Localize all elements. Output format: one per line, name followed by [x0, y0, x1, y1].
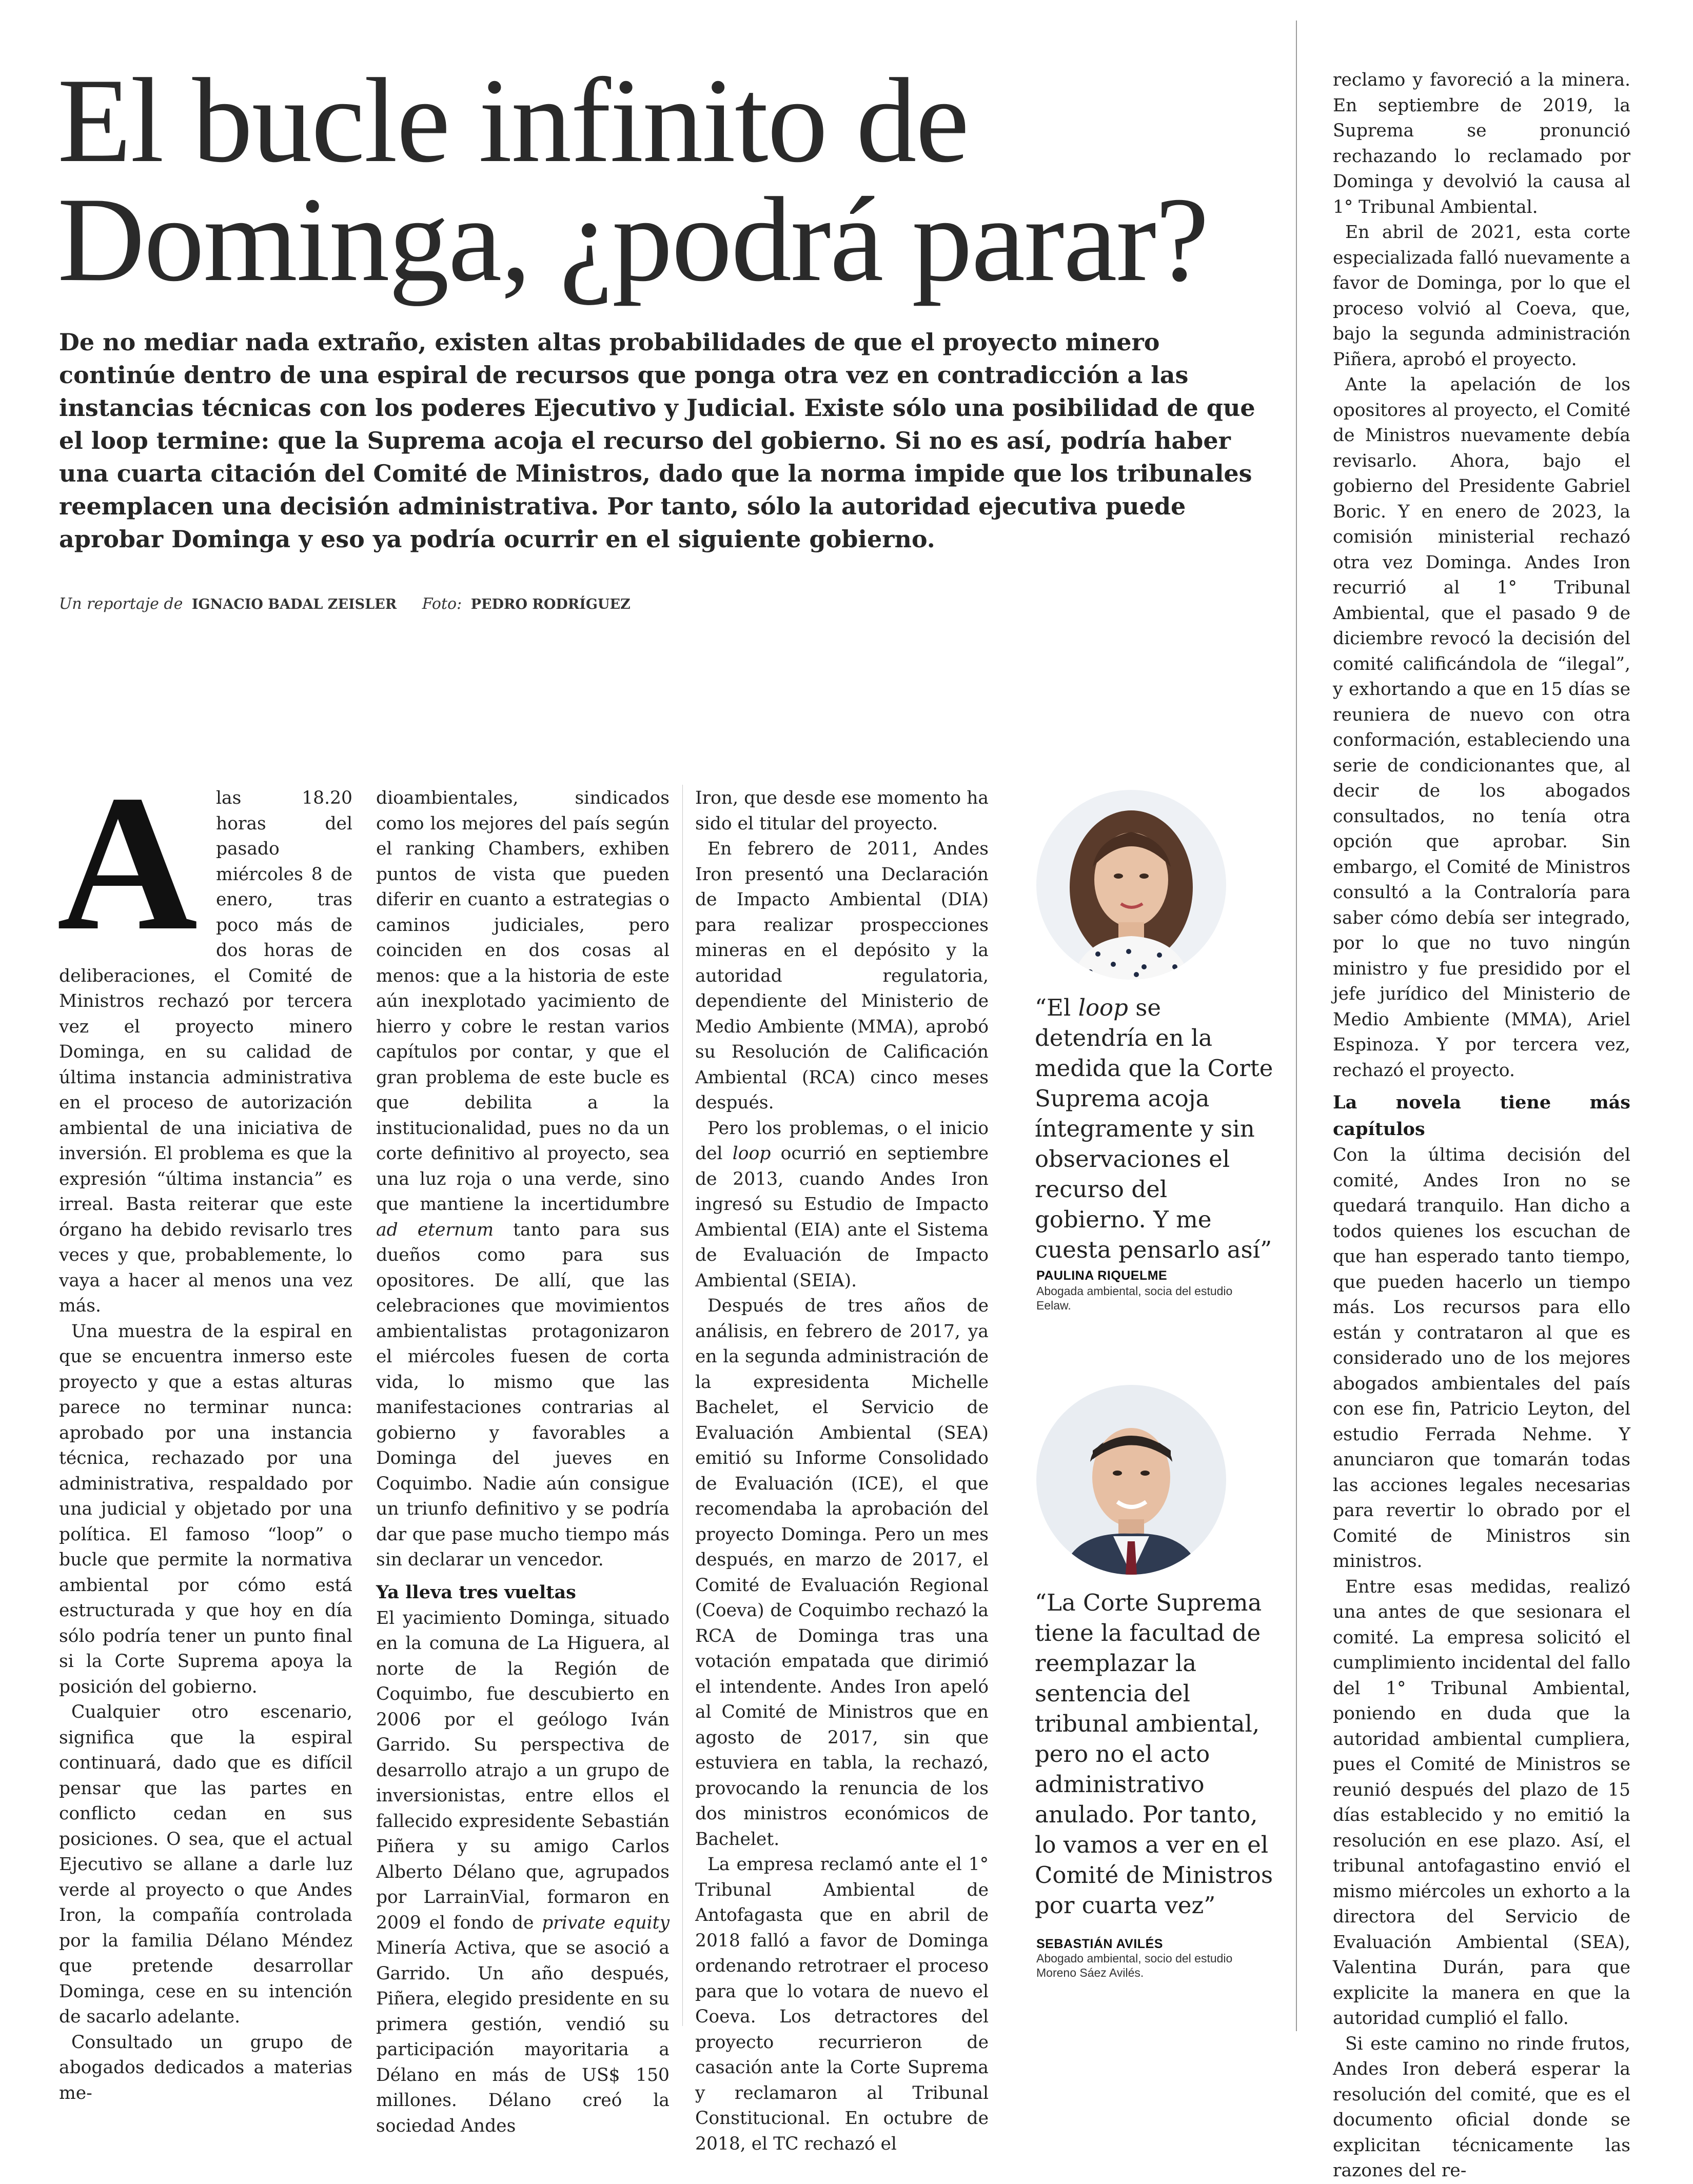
paragraph: las 18.20 horas del pasado miércoles 8 de enero, tras poco más de dos horas de deliberaciones, el Comité de Ministros rechazó por tercera vez el proyecto minero Dominga, en su calidad de última instancia administrativa en el proceso de autorización ambiental de una iniciativa de inversión. El problema es que la expresión “última instancia” es irreal. Basta reiterar que este órgano ha debido revisarlo tres veces y que, probablemente, lo vaya a hacer al menos una vez más.	[59, 788, 352, 1316]
paragraph: Ante la apelación de los opositores al proyecto, el Comité de Ministros nuevamente debía revisarlo. Ahora, bajo el gobierno del Presidente Gabriel Boric. Y en enero de 2023, la comisión ministerial rechazó otra vez Dominga. Andes Iron recurrió al 1° Tribunal Ambiental, que el pasado 9 de diciembre revocó la decisión del comité calificándola de “ilegal”, y exhortando a que en 15 días se reuniera de nuevo con otra conformación, estableciendo una serie de condicionantes que, al decir de los abogados consultados, no tenía otra opción que aprobar. Sin embargo, el Comité de Ministros consultó a la Contraloría para saber cómo debía ser integrado, por lo que no tuvo ningún ministro y fue presidido por el jefe jurídico del Ministerio de Medio Ambiente (MMA), Ariel Espinoza. Y por tercera vez, rechazó el proyecto.	[1333, 374, 1630, 1081]
paragraph: Consultado un grupo de abogados dedicados a materias me-	[59, 2032, 352, 2103]
paragraph: dioambientales, sindicados como los mejores del país según el ranking Chambers, exhiben puntos de vista que pueden diferir en cuanto a estrategias o caminos judiciales, pero coinciden en dos cosas al menos: que a la historia de este aún inexplotado yacimiento de hierro y cobre le restan varios capítulos por contar, y que el gran problema de este bucle es que debilita a la institucionalidad, pues no da un corte definitivo al proyecto, sea una luz roja o una verde, sino que mantiene la incertidumbre ad eternum tanto para sus dueños como para sus opositores. De allí, que las celebraciones que movimientos ambientalistas protagonizaron el miércoles fuesen de corta vida, lo mismo que las manifestaciones contrarias al gobierno y favorables a Dominga del jueves en Coquimbo. Nadie aún consigue un triunfo definitivo y se podría dar que pase mucho tiempo más sin declarar un vencedor.	[376, 788, 670, 1570]
paragraph: Iron, que desde ese momento ha sido el titular del proyecto.	[695, 788, 989, 834]
paragraph: Cualquier otro escenario, significa que la espiral continuará, dado que es difícil pensar que las partes en conflicto cedan en sus posiciones. O sea, que el actual Ejecutivo se allane a darle luz verde al proyecto o que Andes Iron, la compañía controlada por la familia Délano Méndez que pretende desarrollar Dominga, cese en su intención de sacarlo adelante.	[59, 1702, 352, 2027]
byline-prefix: Un reportaje de	[59, 595, 183, 613]
paragraph: Con la última decisión del comité, Andes Iron no se quedará tranquilo. Han dicho a todos quienes los escuchan de que han esperado tanto tiempo, que pueden hacerlo un tiempo más. Los recursos para ello están y contrataron al que es considerado uno de los mejores abogados ambientales del país con ese fin, Patricio Leyton, del estudio Ferrada Nehme. Y anunciaron que tomarán todas las acciones legales necesarias para revertir lo obrado por el Comité de Ministros sin ministros.	[1333, 1145, 1630, 1572]
portrait-woman-image	[1036, 790, 1226, 980]
body-column-5	[1333, 68, 1630, 2184]
paragraph: La empresa reclamó ante el 1° Tribunal Ambiental de Antofagasta que en abril de 2018 falló a favor de Dominga ordenando retrotraer el proceso para que lo votara de nuevo el Coeva. Los detractores del proyecto recurrieron de casación ante la Corte Suprema y reclamaron al Tribunal Constitucional. En octubre de 2018, el TC rechazó el	[695, 1854, 989, 2154]
italic-phrase: private equity	[542, 1912, 670, 1933]
paragraph: El yacimiento Dominga, situado en la comuna de La Higuera, al norte de la Región de Coquimbo, fue descubierto en 2006 por el geólogo Iván Garrido. Su perspectiva de desarrollo atrajo a un grupo de inversionistas, entre ellos el fallecido expresidente Sebastián Piñera y su amigo Carlos Alberto Délano que, agrupados por LarrainVial, formaron en 2009 el fondo de private equity Minería Activa, que se asoció a Garrido. Un año después, Piñera, elegido presidente en su primera gestión, vendió su participación mayoritaria a Délano en más de US$ 150 millones. Délano creó la sociedad Andes	[376, 1607, 670, 2136]
drop-cap: A	[57, 755, 198, 971]
section-heading: Ya lleva tres vueltas	[376, 1581, 576, 1603]
byline-author: IGNACIO BADAL ZEISLER	[191, 597, 397, 612]
paragraph: Pero los problemas, o el inicio del loop ocurrió en septiembre de 2013, cuando Andes Iron ingresó su Estudio de Impacto Ambiental (EIA) ante el Sistema de Evaluación de Impacto Ambiental (SEIA).	[695, 1118, 989, 1291]
body-column-1	[57, 755, 352, 2106]
headline-line-1: El bucle infinito de	[57, 54, 969, 188]
quote-1-role: Abogada ambiental, socia del estudio Eelaw.	[1036, 1284, 1233, 1312]
lede: De no mediar nada extraño, existen altas probabilidades de que el proyecto minero continúe dentro de una espiral de recursos que ponga otra vez en contradicción a las instancias técnicas con los poderes Ejecutivo y Judicial. Existe sólo una posibilidad de que el loop termine: que la Suprema acoja el recurso del gobierno. Si no es así, podría haber una cuarta citación del Comité de Ministros, dado que la norma impide que los tribunales reemplacen una decisión administrativa. Por tanto, sólo la autoridad ejecutiva puede aprobar Dominga y eso ya podría ocurrir en el siguiente gobierno.	[59, 328, 1255, 553]
body-column-2	[376, 786, 670, 2139]
column-rule	[682, 785, 683, 2026]
paragraph: Una muestra de la espiral en que se encuentra inmerso este proyecto y que a estas alturas parece no terminar nunca: aprobado por una instancia técnica, rechazado por una administrativa, respaldado por una judicial y objetado por una política. El famoso “loop” o bucle que permite la normativa ambiental por cómo está estructurada y que hoy en día sólo podría tener un punto final si la Corte Suprema apoya la posición del gobierno.	[59, 1321, 352, 1697]
portrait-paulina-riquelme	[1036, 790, 1226, 980]
section-heading: La novela tiene más capítulos	[1333, 1092, 1630, 1140]
italic-phrase: ad eternum	[376, 1219, 494, 1240]
paragraph: Si este camino no rinde frutos, Andes Iron deberá esperar la resolución del comité, que es el documento oficial donde se explicitan técnicamente las razones del re-	[1333, 2033, 1630, 2181]
photo-credit-prefix: Foto:	[422, 595, 462, 613]
italic-phrase: loop	[1078, 994, 1128, 1021]
quote-1-name: PAULINA RIQUELME	[1036, 1268, 1168, 1283]
paragraph: En febrero de 2011, Andes Iron presentó una Declaración de Impacto Ambiental (DIA) para realizar prospecciones mineras en el depósito y la autoridad regulatoria, dependiente del Ministerio de Medio Ambiente (MMA), aprobó su Resolución de Calificación Ambiental (RCA) cinco meses después.	[695, 839, 989, 1113]
quote-2-name: SEBASTIÁN AVILÉS	[1036, 1937, 1163, 1951]
headline	[57, 54, 1289, 307]
headline-line-2: Dominga, ¿podrá parar?	[57, 173, 1208, 307]
portrait-man-image	[1036, 1385, 1226, 1575]
quote-2-role: Abogado ambiental, socio del estudio Moreno Sáez Avilés.	[1036, 1952, 1233, 1979]
photo-credit-author: PEDRO RODRÍGUEZ	[470, 597, 631, 612]
pull-quote-2: “La Corte Suprema tiene la facultad de reemplazar la sentencia del tribunal ambiental, pero no el acto administrativo anulado. Por tanto, lo vamos a ver en el Comité de Ministros por cuarta vez”	[1035, 1589, 1273, 1919]
paragraph: Después de tres años de análisis, en febrero de 2017, ya en la segunda administración de la expresidenta Michelle Bachelet, el Servicio de Evaluación Ambiental (SEA) emitió su Informe Consolidado de Evaluación (ICE), el que recomendaba la aprobación del proyecto Dominga. Pero un mes después, en marzo de 2017, el Comité de Evaluación Regional (Coeva) de Coquimbo rechazó la RCA de Dominga tras una votación empatada que dirimió el intendente. Andes Iron apeló al Comité de Ministros que en agosto de 2017, sin que estuviera en tabla, la rechazó, provocando la renuncia de los dos ministros económicos de Bachelet.	[695, 1296, 989, 1850]
paragraph: En abril de 2021, esta corte especializada falló nuevamente a favor de Dominga, por lo que el proceso volvió al Coeva, que, bajo la segunda administración Piñera, aprobó el proyecto.	[1333, 222, 1630, 370]
column-rule	[1296, 21, 1297, 2031]
byline	[59, 595, 651, 613]
pull-quote-1: “El loop se detendría en la medida que la Corte Suprema acoja íntegramente y sin observaciones el recurso del gobierno. Y me cuesta pensarlo así”	[1035, 994, 1273, 1263]
paragraph: reclamo y favoreció a la minera. En septiembre de 2019, la Suprema se pronunció rechazando lo reclamado por Dominga y devolvió la causa al 1° Tribunal Ambiental.	[1333, 70, 1630, 217]
body-column-3	[695, 786, 989, 2157]
paragraph: Entre esas medidas, realizó una antes de que sesionara el comité. La empresa solicitó el cumplimiento incidental del fallo del 1° Tribunal Ambiental, poniendo en duda que la autoridad ambiental cumpliera, pues el Comité de Ministros se reunió después del plazo de 15 días establecido y no emitió la resolución en ese plazo. Así, el tribunal antofagastino envió el mismo miércoles un exhorto a la directora del Servicio de Evaluación Ambiental (SEA), Valentina Durán, para que explicite la manera en que la autoridad cumplió el fallo.	[1333, 1576, 1630, 2029]
portrait-sebastian-aviles	[1036, 1385, 1226, 1575]
italic-phrase: loop	[732, 1143, 771, 1164]
